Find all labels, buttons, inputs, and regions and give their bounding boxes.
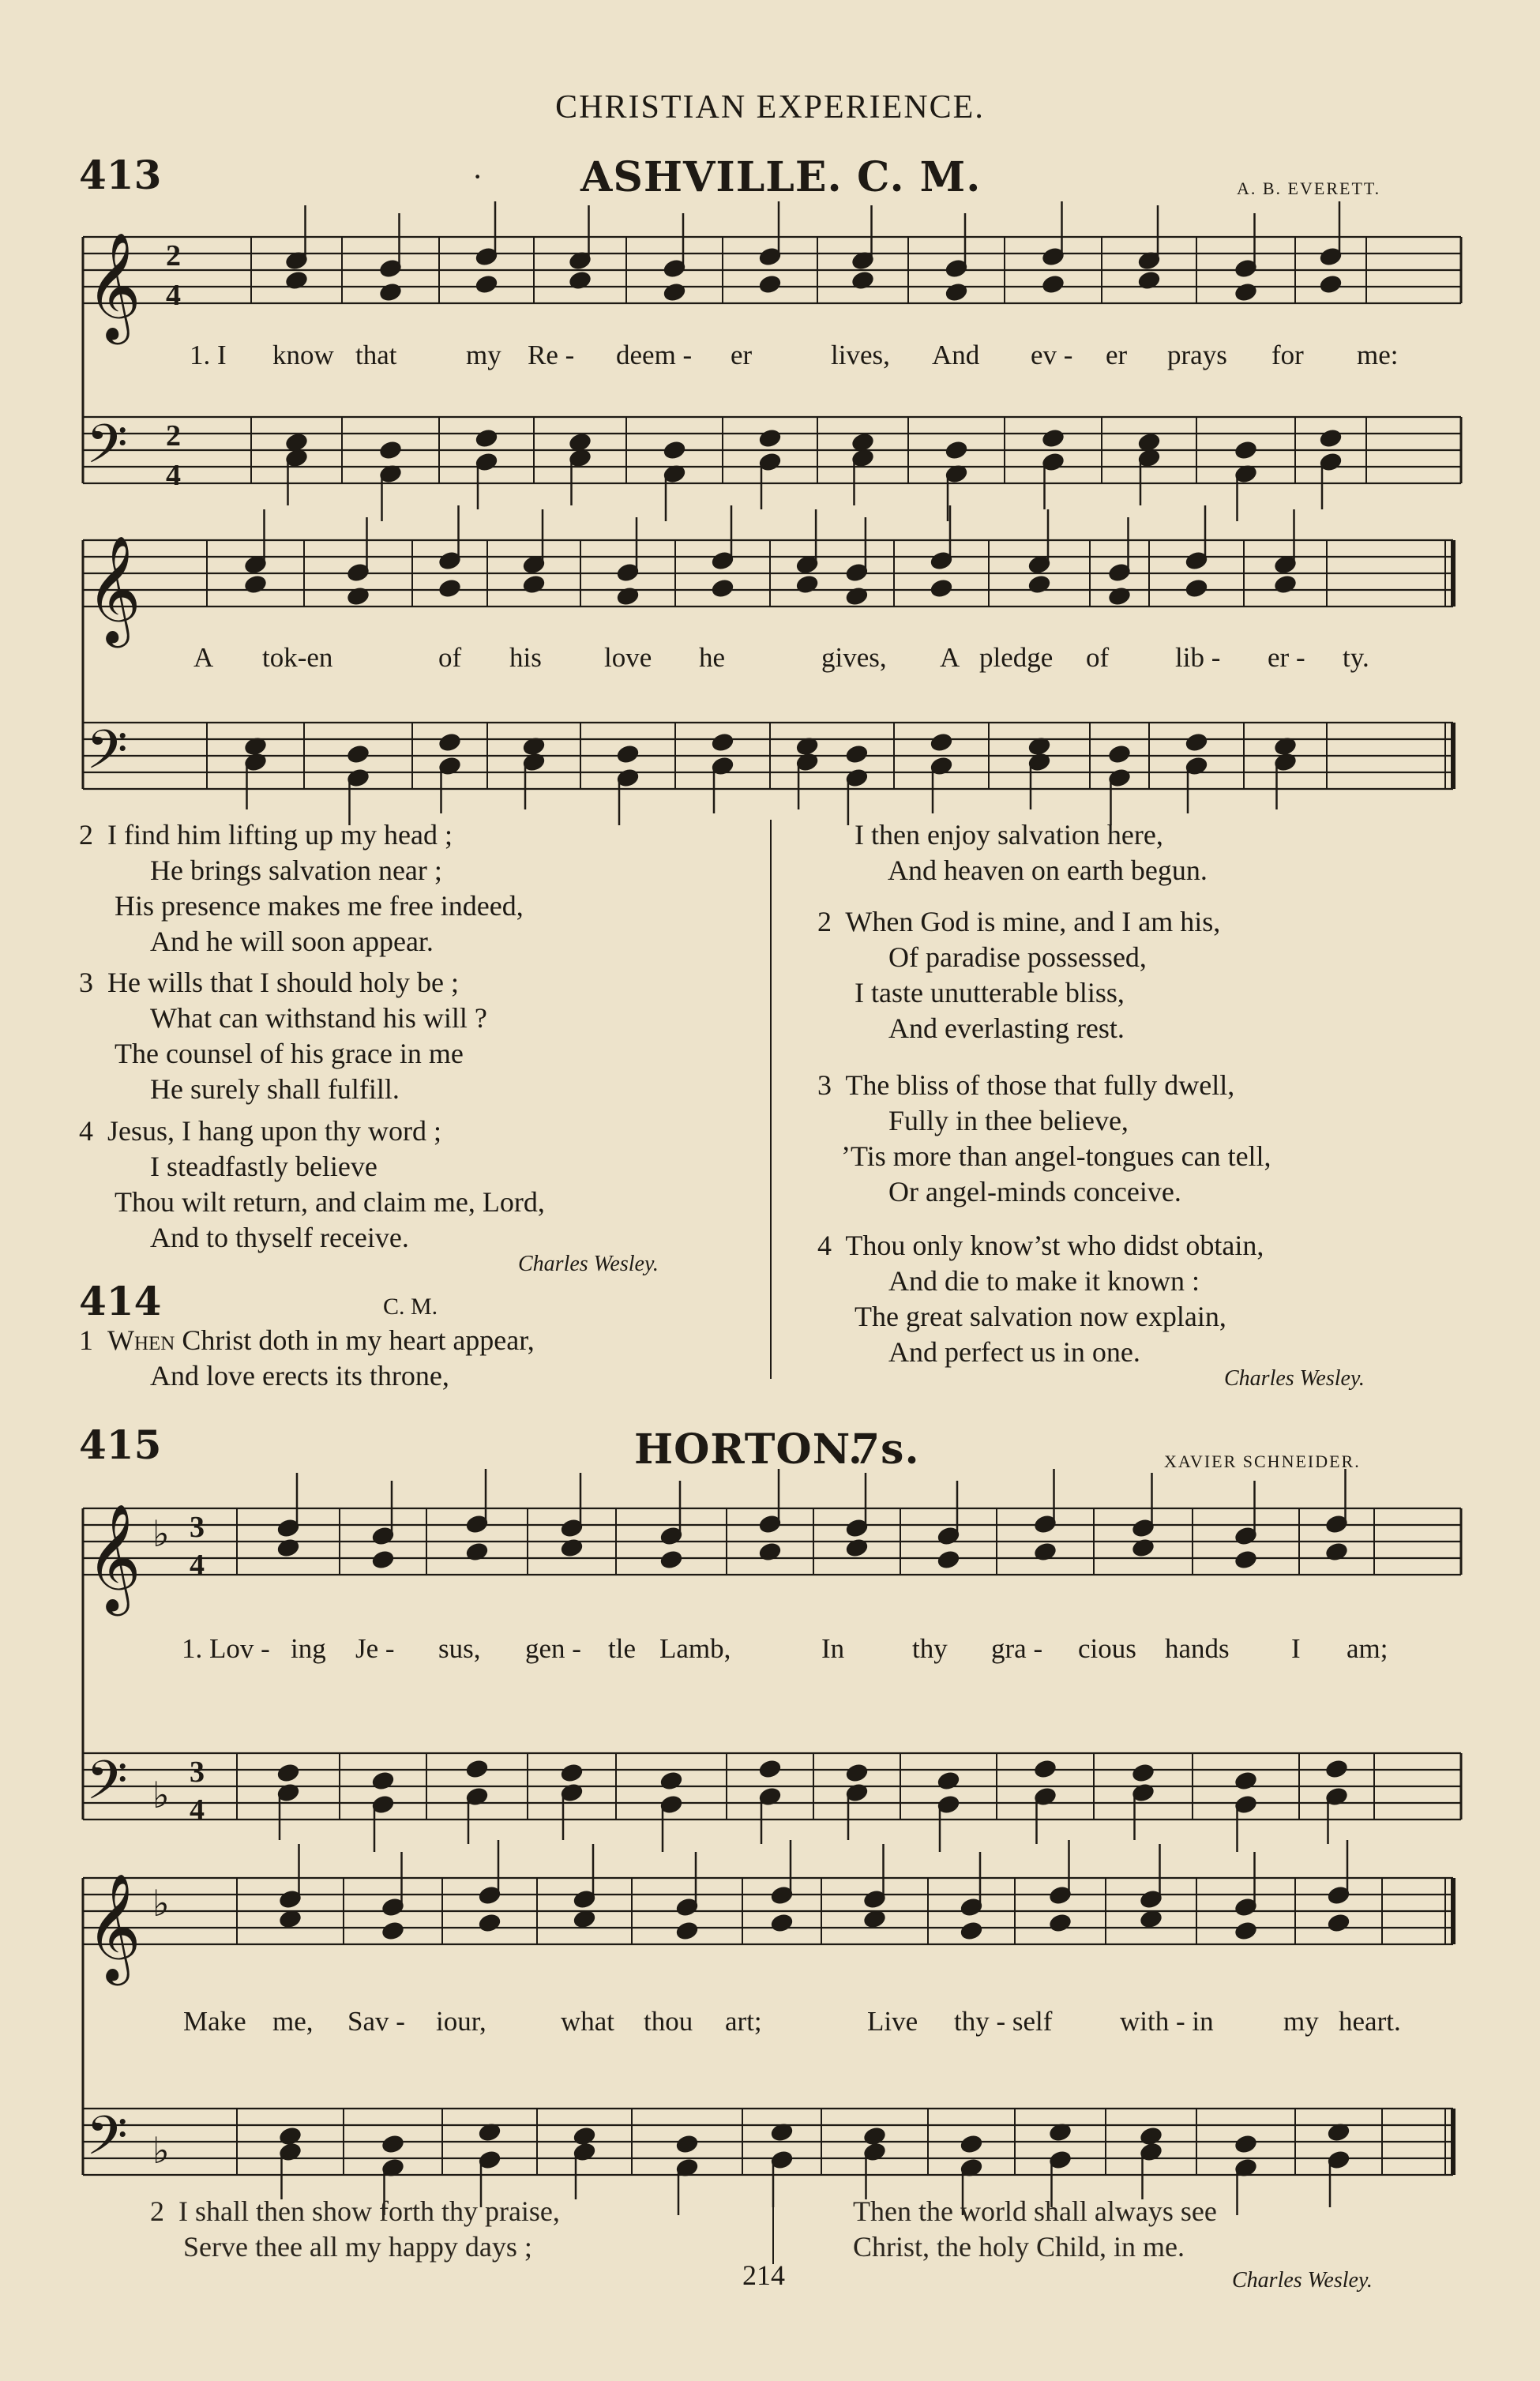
lyric-413-2-3: his bbox=[509, 642, 542, 673]
lyric-413-1-9: ev - bbox=[1031, 340, 1073, 370]
treble-clef-icon: 𝄞 bbox=[86, 231, 141, 340]
verse-number: 4 bbox=[817, 1230, 832, 1261]
time-sig-413-top-treble-den: 4 bbox=[166, 279, 181, 312]
bass-notehead bbox=[1140, 2127, 1162, 2146]
verse-line: When God is mine, and I am his, bbox=[845, 906, 1221, 937]
verse-number: 1 bbox=[79, 1324, 93, 1356]
bass-notehead bbox=[279, 2127, 301, 2146]
bass-notehead bbox=[1234, 441, 1256, 460]
hymn-413-verse-4 bbox=[79, 1114, 545, 1256]
hymn-413-tune-name: ASHVILLE. bbox=[580, 153, 843, 201]
bass-notehead bbox=[1042, 429, 1064, 448]
lyric-413-1-3: my bbox=[466, 340, 501, 370]
verse-line: And die to make it known : bbox=[888, 1265, 1200, 1297]
lyric-413-2-6: gives, bbox=[821, 642, 887, 673]
verse-line: His presence makes me free indeed, bbox=[115, 890, 524, 922]
lyric-415-1-12: I bbox=[1291, 1633, 1301, 1664]
treble-clef-icon: 𝄞 bbox=[86, 1502, 141, 1611]
verse-line: ’Tis more than angel-tongues can tell, bbox=[841, 1140, 1271, 1172]
lyric-415-1-8: thy bbox=[912, 1633, 948, 1664]
verse-line: What can withstand his will ? bbox=[150, 1002, 487, 1034]
lyric-415-2-6: art; bbox=[725, 2006, 762, 2037]
time-sig-413-bass-num: 2 bbox=[166, 419, 181, 453]
lyric-413-1-7: lives, bbox=[831, 340, 890, 370]
hymn-415-meter: 7s. bbox=[851, 1425, 920, 1474]
treble-notehead bbox=[1049, 1913, 1071, 1932]
treble-notehead bbox=[279, 1910, 301, 1928]
verse-line: Of paradise possessed, bbox=[888, 941, 1147, 973]
verse-line: I shall then show forth thy praise, bbox=[178, 2195, 560, 2227]
bass-notehead bbox=[930, 733, 952, 752]
verse-line: Christ doth in my heart appear, bbox=[175, 1324, 535, 1356]
treble-notehead bbox=[945, 283, 967, 302]
bass-notehead bbox=[1034, 1759, 1056, 1778]
flat-icon: ♭ bbox=[152, 1882, 170, 1925]
lyric-415-1-10: cious bbox=[1078, 1633, 1136, 1664]
verse-line: Then the world shall always see bbox=[853, 2195, 1217, 2227]
bass-notehead bbox=[569, 433, 591, 452]
bass-notehead bbox=[1325, 1759, 1347, 1778]
lyric-415-1-6: Lamb, bbox=[659, 1633, 731, 1664]
lyric-415-2-5: thou bbox=[644, 2006, 693, 2037]
hymn-414-author: Charles Wesley. bbox=[1224, 1366, 1365, 1391]
verse-line: Or angel-minds conceive. bbox=[888, 1176, 1181, 1207]
treble-notehead bbox=[1042, 275, 1064, 294]
verse-line: And he will soon appear. bbox=[150, 926, 434, 957]
lyric-413-1-11: prays bbox=[1167, 340, 1227, 370]
treble-notehead bbox=[1328, 1913, 1350, 1932]
bass-clef-icon: 𝄢 bbox=[86, 2105, 128, 2180]
verse-line: The great salvation now explain, bbox=[855, 1301, 1226, 1332]
page-number: 214 bbox=[742, 2259, 785, 2291]
lyric-415-2-3: iour, bbox=[436, 2006, 486, 2037]
lyric-415-2-10: my bbox=[1283, 2006, 1319, 2037]
bass-notehead bbox=[851, 433, 873, 452]
hymn-414-verse-1-cont bbox=[855, 817, 1208, 888]
bass-clef-icon: 𝄢 bbox=[86, 1750, 128, 1825]
treble-notehead bbox=[930, 579, 952, 598]
lyric-413-1-2: that bbox=[355, 340, 397, 370]
treble-notehead bbox=[712, 579, 734, 598]
bass-notehead bbox=[960, 2135, 982, 2154]
hymn-415-number: 415 bbox=[79, 1421, 162, 1468]
bass-notehead bbox=[660, 1771, 682, 1790]
bass-notehead bbox=[1132, 1763, 1154, 1782]
verse-line: He surely shall fulfill. bbox=[150, 1073, 400, 1105]
time-sig-413-bass-den: 4 bbox=[166, 459, 181, 492]
verse-number: 3 bbox=[79, 967, 93, 998]
bass-notehead bbox=[285, 433, 307, 452]
lyric-415-2-1: me, bbox=[272, 2006, 314, 2037]
treble-notehead bbox=[771, 1913, 793, 1932]
verse-first-word: When bbox=[107, 1324, 175, 1356]
bass-notehead bbox=[475, 429, 498, 448]
lyric-415-2-9: with - in bbox=[1120, 2006, 1214, 2037]
lyric-413-1-1: know bbox=[272, 340, 334, 370]
treble-notehead bbox=[676, 1921, 698, 1940]
verse-line: And heaven on earth begun. bbox=[888, 854, 1208, 886]
lyric-413-1-6: er bbox=[731, 340, 753, 370]
lyric-413-2-9: of bbox=[1086, 642, 1110, 673]
bass-notehead bbox=[466, 1759, 488, 1778]
treble-notehead bbox=[1028, 575, 1050, 594]
lyric-415-1-3: sus, bbox=[438, 1633, 481, 1664]
verse-line: The bliss of those that fully dwell, bbox=[845, 1069, 1235, 1101]
lyric-415-1-1: ing bbox=[291, 1633, 326, 1664]
lyric-415-1-5: tle bbox=[608, 1633, 636, 1664]
lyric-413-1-10: er bbox=[1106, 340, 1128, 370]
lyric-415-1-13: am; bbox=[1347, 1633, 1388, 1664]
hymn-414-verse-2 bbox=[817, 904, 1220, 1046]
hymn-413-verse-2 bbox=[79, 817, 524, 960]
bass-notehead bbox=[846, 745, 868, 764]
verse-line: I taste unutterable bliss, bbox=[855, 977, 1125, 1008]
bass-notehead bbox=[712, 733, 734, 752]
hymn-414-number: 414 bbox=[79, 1278, 162, 1324]
lyric-415-1-9: gra - bbox=[991, 1633, 1043, 1664]
treble-notehead bbox=[244, 575, 266, 594]
lyric-413-2-11: er - bbox=[1268, 642, 1305, 673]
bass-notehead bbox=[379, 441, 401, 460]
bass-notehead bbox=[846, 1763, 868, 1782]
hymn-415-verse-2-right bbox=[853, 2194, 1217, 2265]
time-sig-415-bass-den: 4 bbox=[190, 1793, 205, 1827]
lyric-415-2-11: heart. bbox=[1339, 2006, 1401, 2037]
hymn-414-meter: C. M. bbox=[383, 1294, 438, 1320]
treble-notehead bbox=[523, 575, 545, 594]
bass-notehead bbox=[438, 733, 460, 752]
treble-notehead bbox=[1320, 275, 1342, 294]
lyric-415-2-0: Make bbox=[183, 2006, 246, 2037]
verse-line: And love erects its throne, bbox=[150, 1360, 449, 1391]
verse-line: And perfect us in one. bbox=[888, 1336, 1140, 1368]
verse-line: Thou only know’st who didst obtain, bbox=[845, 1230, 1264, 1261]
hymn-413-verse-3 bbox=[79, 965, 487, 1107]
bass-notehead bbox=[381, 2135, 404, 2154]
bass-notehead bbox=[372, 1771, 394, 1790]
lyric-415-2-4: what bbox=[561, 2006, 615, 2037]
treble-notehead bbox=[1140, 1910, 1162, 1928]
treble-notehead bbox=[379, 283, 401, 302]
treble-notehead bbox=[479, 1913, 501, 1932]
lyric-415-1-2: Je - bbox=[355, 1633, 395, 1664]
treble-notehead bbox=[937, 1550, 960, 1569]
lyric-413-2-1: tok-en bbox=[262, 642, 333, 673]
verse-line: And to thyself receive. bbox=[150, 1222, 409, 1253]
hymn-414-verse-4 bbox=[817, 1228, 1264, 1370]
hymn-414-verse-1 bbox=[79, 1323, 535, 1394]
verse-number: 2 bbox=[817, 906, 832, 937]
bass-notehead bbox=[759, 1759, 781, 1778]
flat-icon: ♭ bbox=[152, 2129, 170, 2172]
verse-number: 4 bbox=[79, 1115, 93, 1147]
treble-notehead bbox=[1185, 579, 1208, 598]
hymn-413-composer: A. B. EVERETT. bbox=[1237, 178, 1381, 198]
time-sig-413-top-treble-num: 2 bbox=[166, 239, 181, 272]
treble-notehead bbox=[960, 1921, 982, 1940]
bullet-dot: · bbox=[472, 159, 483, 194]
lyric-413-2-10: lib - bbox=[1175, 642, 1221, 673]
verse-line: Thou wilt return, and claim me, Lord, bbox=[115, 1186, 545, 1218]
lyric-413-2-12: ty. bbox=[1343, 642, 1369, 673]
lyric-415-1-11: hands bbox=[1165, 1633, 1230, 1664]
flat-icon: ♭ bbox=[152, 1774, 170, 1816]
lyric-415-1-4: gen - bbox=[525, 1633, 581, 1664]
hymn-415-composer: XAVIER SCHNEIDER. bbox=[1164, 1452, 1361, 1471]
verse-line: The counsel of his grace in me bbox=[115, 1038, 464, 1069]
verse-line: Christ, the holy Child, in me. bbox=[853, 2231, 1185, 2263]
hymn-413-author: Charles Wesley. bbox=[518, 1252, 659, 1276]
verse-line: He brings salvation near ; bbox=[150, 854, 442, 886]
lyric-413-1-12: for bbox=[1271, 340, 1304, 370]
treble-notehead bbox=[372, 1550, 394, 1569]
treble-notehead bbox=[438, 579, 460, 598]
bass-clef-icon: 𝄢 bbox=[86, 414, 128, 489]
treble-notehead bbox=[663, 283, 685, 302]
treble-notehead bbox=[475, 275, 498, 294]
hymn-415-tune-name: HORTON. bbox=[634, 1425, 864, 1474]
lyric-415-2-8: thy - self bbox=[954, 2006, 1053, 2037]
lyric-413-2-2: of bbox=[438, 642, 462, 673]
treble-notehead bbox=[863, 1910, 885, 1928]
lyric-413-1-0: 1. I bbox=[190, 340, 227, 370]
bass-notehead bbox=[1234, 2135, 1256, 2154]
bass-notehead bbox=[663, 441, 685, 460]
bass-notehead bbox=[617, 745, 639, 764]
lyric-413-2-8: pledge bbox=[979, 642, 1054, 673]
bass-notehead bbox=[347, 745, 369, 764]
bass-notehead bbox=[945, 441, 967, 460]
lyric-415-2-2: Sav - bbox=[347, 2006, 405, 2037]
verse-line: I find him lifting up my head ; bbox=[107, 819, 453, 851]
bass-notehead bbox=[1320, 429, 1342, 448]
bass-notehead bbox=[1185, 733, 1208, 752]
verse-number: 3 bbox=[817, 1069, 832, 1101]
treble-notehead bbox=[573, 1910, 595, 1928]
verse-line: Serve thee all my happy days ; bbox=[183, 2231, 532, 2263]
bass-notehead bbox=[277, 1763, 299, 1782]
bass-clef-icon: 𝄢 bbox=[86, 719, 128, 794]
lyric-413-2-7: A bbox=[940, 642, 960, 673]
bass-notehead bbox=[1138, 433, 1160, 452]
column-divider bbox=[770, 820, 772, 1379]
treble-notehead bbox=[1274, 575, 1296, 594]
hymn-413-number: 413 bbox=[79, 152, 162, 198]
lyric-413-2-0: A bbox=[193, 642, 214, 673]
hymn-413-meter: C. M. bbox=[857, 153, 982, 201]
treble-notehead bbox=[660, 1550, 682, 1569]
lyric-413-2-5: he bbox=[699, 642, 726, 673]
bass-notehead bbox=[937, 1771, 960, 1790]
verse-number: 2 bbox=[150, 2195, 164, 2227]
lyric-415-1-7: In bbox=[821, 1633, 845, 1664]
hymn-414-verse-3 bbox=[817, 1068, 1271, 1210]
treble-clef-icon: 𝄞 bbox=[86, 534, 141, 643]
treble-notehead bbox=[381, 1921, 404, 1940]
verse-number: 2 bbox=[79, 819, 93, 851]
verse-line: And everlasting rest. bbox=[888, 1012, 1125, 1044]
hymn-415-verse-2-left bbox=[150, 2194, 560, 2265]
flat-icon: ♭ bbox=[152, 1512, 170, 1555]
treble-notehead bbox=[1234, 283, 1256, 302]
time-sig-415-treble-den: 4 bbox=[190, 1549, 205, 1582]
bass-notehead bbox=[676, 2135, 698, 2154]
verse-line: I then enjoy salvation here, bbox=[855, 819, 1163, 851]
bass-notehead bbox=[863, 2127, 885, 2146]
verse-line: I steadfastly believe bbox=[150, 1151, 377, 1182]
treble-notehead bbox=[796, 575, 818, 594]
lyric-415-1-0: 1. Lov - bbox=[182, 1633, 270, 1664]
column-divider-415 bbox=[772, 2199, 774, 2264]
verse-line: Fully in thee believe, bbox=[888, 1105, 1129, 1136]
bass-notehead bbox=[1234, 1771, 1256, 1790]
section-header: CHRISTIAN EXPERIENCE. bbox=[555, 89, 985, 126]
treble-notehead bbox=[1234, 1921, 1256, 1940]
bass-notehead bbox=[561, 1763, 583, 1782]
treble-notehead bbox=[1234, 1550, 1256, 1569]
lyric-413-1-4: Re - bbox=[528, 340, 575, 370]
time-sig-415-bass-num: 3 bbox=[190, 1756, 205, 1789]
bass-notehead bbox=[1108, 745, 1130, 764]
bass-notehead bbox=[759, 429, 781, 448]
lyric-413-1-5: deem - bbox=[616, 340, 693, 370]
hymn-415-author: Charles Wesley. bbox=[1232, 2268, 1373, 2293]
time-sig-415-treble-num: 3 bbox=[190, 1511, 205, 1544]
lyric-413-1-13: me: bbox=[1357, 340, 1399, 370]
treble-clef-icon: 𝄞 bbox=[86, 1872, 141, 1981]
lyric-413-1-8: And bbox=[932, 340, 980, 370]
treble-notehead bbox=[759, 275, 781, 294]
verse-line: Jesus, I hang upon thy word ; bbox=[107, 1115, 441, 1147]
bass-notehead bbox=[573, 2127, 595, 2146]
verse-line: He wills that I should holy be ; bbox=[107, 967, 459, 998]
lyric-413-2-4: love bbox=[604, 642, 652, 673]
lyric-415-2-7: Live bbox=[867, 2006, 918, 2037]
